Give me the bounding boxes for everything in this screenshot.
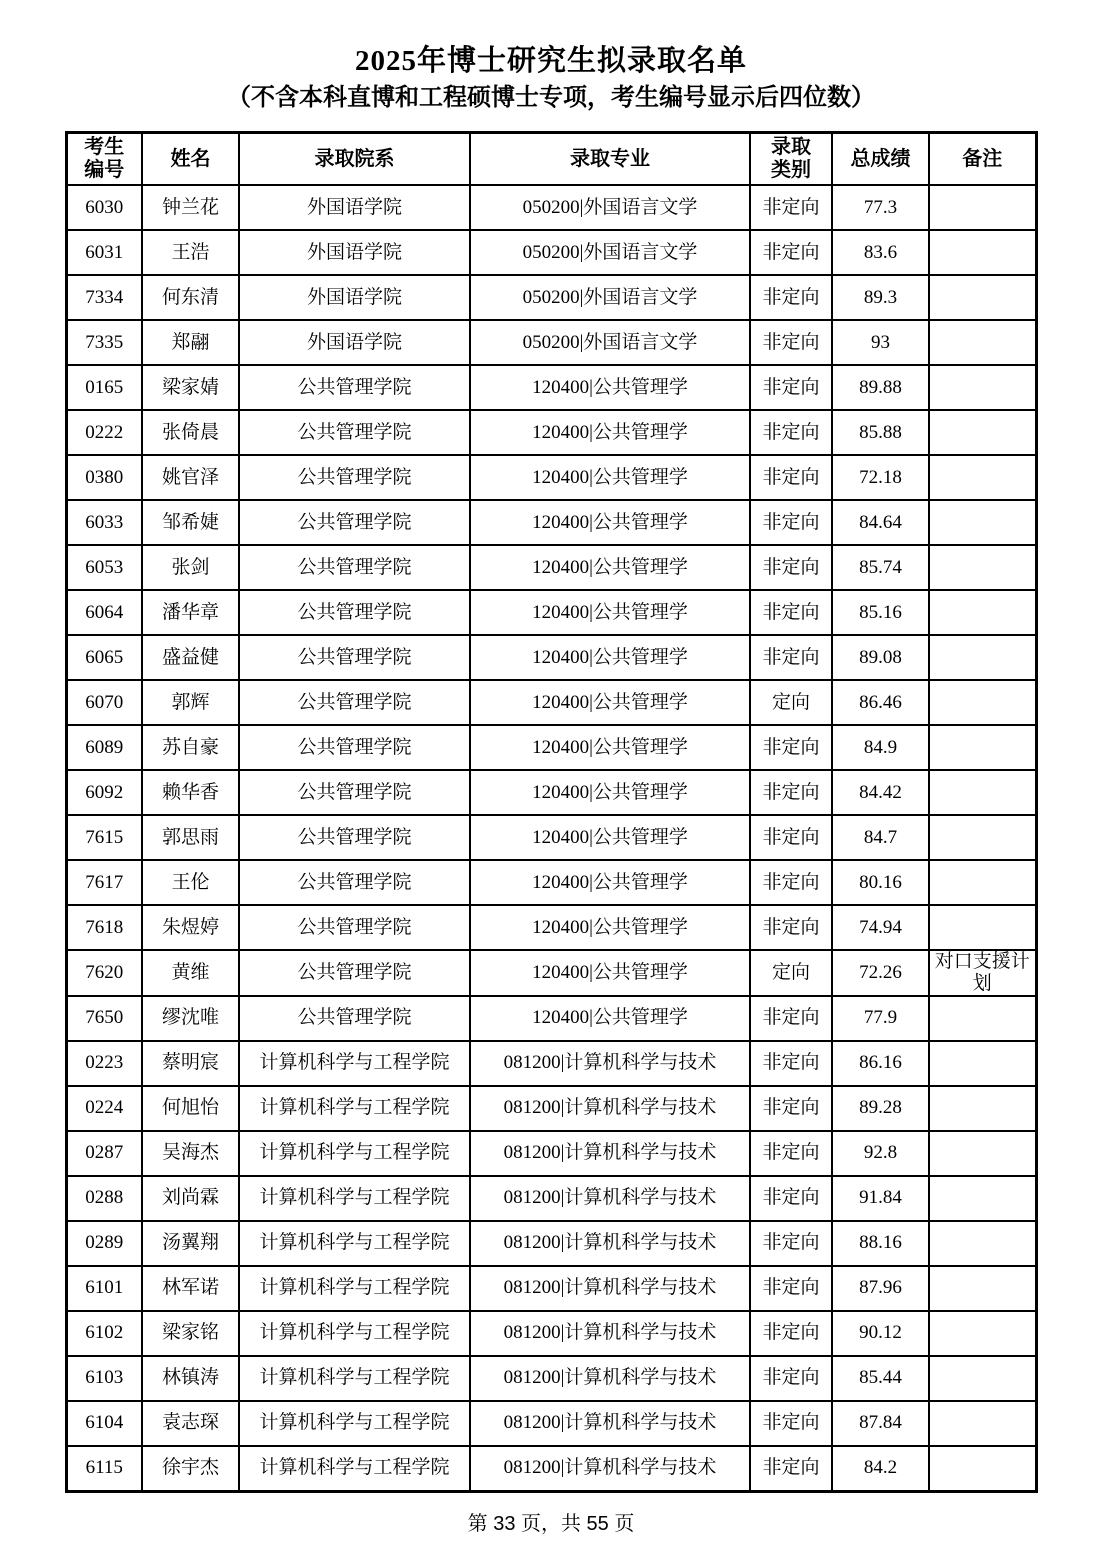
cell-total-score: 85.16 xyxy=(832,590,929,635)
cell-major: 120400|公共管理学 xyxy=(470,455,750,500)
table-row xyxy=(66,680,1036,725)
cell-candidate-id: 0224 xyxy=(66,1086,142,1131)
cell-major: 120400|公共管理学 xyxy=(470,815,750,860)
cell-major: 120400|公共管理学 xyxy=(470,635,750,680)
cell-name: 潘华章 xyxy=(142,590,239,635)
cell-major: 081200|计算机科学与技术 xyxy=(470,1086,750,1131)
cell-total-score: 84.64 xyxy=(832,500,929,545)
cell-department: 公共管理学院 xyxy=(239,905,470,950)
table-row xyxy=(66,545,1036,590)
cell-name: 赖华香 xyxy=(142,770,239,815)
cell-total-score: 86.46 xyxy=(832,680,929,725)
cell-total-score: 86.16 xyxy=(832,1041,929,1086)
cell-name: 王浩 xyxy=(142,230,239,275)
cell-remark xyxy=(929,545,1036,590)
table-row xyxy=(66,770,1036,815)
cell-remark xyxy=(929,320,1036,365)
table-row xyxy=(66,320,1036,365)
cell-remark xyxy=(929,1221,1036,1266)
cell-remark xyxy=(929,1311,1036,1356)
page-number-footer: 第 33 页，共 55 页 xyxy=(467,1512,635,1535)
cell-name: 朱煜婷 xyxy=(142,905,239,950)
cell-name: 郭辉 xyxy=(142,680,239,725)
cell-major: 120400|公共管理学 xyxy=(470,905,750,950)
col-header-label: 总成绩 xyxy=(850,147,911,170)
cell-total-score: 87.84 xyxy=(832,1401,929,1446)
table-row xyxy=(66,455,1036,500)
cell-department: 计算机科学与工程学院 xyxy=(239,1221,470,1266)
cell-total-score: 84.42 xyxy=(832,770,929,815)
cell-department: 外国语学院 xyxy=(239,230,470,275)
cell-remark xyxy=(929,905,1036,950)
cell-name: 姚官泽 xyxy=(142,455,239,500)
cell-candidate-id: 6064 xyxy=(66,590,142,635)
cell-remark xyxy=(929,455,1036,500)
cell-total-score: 89.88 xyxy=(832,365,929,410)
cell-department: 计算机科学与工程学院 xyxy=(239,1356,470,1401)
col-header-label: 录取专业 xyxy=(570,147,650,170)
col-header-label: 类别 xyxy=(771,159,811,181)
cell-category: 非定向 xyxy=(750,635,832,680)
cell-name: 张倚晨 xyxy=(142,410,239,455)
cell-total-score: 84.2 xyxy=(832,1446,929,1492)
cell-department: 公共管理学院 xyxy=(239,545,470,590)
cell-remark xyxy=(929,1266,1036,1311)
cell-major: 081200|计算机科学与技术 xyxy=(470,1401,750,1446)
cell-category: 非定向 xyxy=(750,1221,832,1266)
cell-category: 非定向 xyxy=(750,275,832,320)
table-row xyxy=(66,1221,1036,1266)
cell-total-score: 84.7 xyxy=(832,815,929,860)
table-row xyxy=(66,1176,1036,1221)
cell-total-score: 89.28 xyxy=(832,1086,929,1131)
col-header-category xyxy=(750,133,832,186)
cell-name: 林军诺 xyxy=(142,1266,239,1311)
col-header-label: 姓名 xyxy=(170,147,211,170)
table-row xyxy=(66,500,1036,545)
table-header xyxy=(66,133,1036,186)
table-row xyxy=(66,275,1036,320)
cell-category: 非定向 xyxy=(750,1041,832,1086)
col-header-department xyxy=(239,133,470,186)
cell-department: 外国语学院 xyxy=(239,320,470,365)
cell-name: 缪沈唯 xyxy=(142,996,239,1041)
cell-remark: 对口支援计划 xyxy=(929,950,1036,996)
cell-candidate-id: 6030 xyxy=(66,185,142,230)
cell-name: 郑翮 xyxy=(142,320,239,365)
table-row xyxy=(66,1131,1036,1176)
table-row xyxy=(66,1311,1036,1356)
cell-department: 公共管理学院 xyxy=(239,455,470,500)
cell-remark xyxy=(929,590,1036,635)
cell-department: 公共管理学院 xyxy=(239,410,470,455)
cell-department: 公共管理学院 xyxy=(239,590,470,635)
cell-department: 计算机科学与工程学院 xyxy=(239,1266,470,1311)
cell-candidate-id: 7335 xyxy=(66,320,142,365)
cell-category: 非定向 xyxy=(750,545,832,590)
cell-category: 非定向 xyxy=(750,996,832,1041)
cell-major: 120400|公共管理学 xyxy=(470,410,750,455)
table-row xyxy=(66,950,1036,996)
cell-department: 外国语学院 xyxy=(239,275,470,320)
cell-remark xyxy=(929,1176,1036,1221)
cell-candidate-id: 7615 xyxy=(66,815,142,860)
cell-category: 非定向 xyxy=(750,1401,832,1446)
admission-table xyxy=(65,131,1038,1493)
table-row xyxy=(66,815,1036,860)
cell-name: 王伦 xyxy=(142,860,239,905)
cell-category: 非定向 xyxy=(750,770,832,815)
cell-candidate-id: 6115 xyxy=(66,1446,142,1492)
cell-candidate-id: 7620 xyxy=(66,950,142,996)
table-row xyxy=(66,1446,1036,1492)
cell-remark xyxy=(929,1041,1036,1086)
cell-remark xyxy=(929,635,1036,680)
cell-total-score: 87.96 xyxy=(832,1266,929,1311)
table-row xyxy=(66,1041,1036,1086)
cell-major: 120400|公共管理学 xyxy=(470,860,750,905)
cell-major: 120400|公共管理学 xyxy=(470,770,750,815)
cell-major: 081200|计算机科学与技术 xyxy=(470,1221,750,1266)
cell-major: 050200|外国语言文学 xyxy=(470,320,750,365)
cell-major: 120400|公共管理学 xyxy=(470,500,750,545)
cell-total-score: 85.88 xyxy=(832,410,929,455)
cell-department: 计算机科学与工程学院 xyxy=(239,1311,470,1356)
cell-remark xyxy=(929,996,1036,1041)
cell-category: 非定向 xyxy=(750,860,832,905)
cell-candidate-id: 6103 xyxy=(66,1356,142,1401)
cell-remark xyxy=(929,365,1036,410)
cell-department: 公共管理学院 xyxy=(239,725,470,770)
cell-department: 公共管理学院 xyxy=(239,860,470,905)
cell-candidate-id: 6053 xyxy=(66,545,142,590)
cell-candidate-id: 6033 xyxy=(66,500,142,545)
cell-name: 汤翼翔 xyxy=(142,1221,239,1266)
cell-remark xyxy=(929,1401,1036,1446)
cell-total-score: 89.3 xyxy=(832,275,929,320)
cell-department: 计算机科学与工程学院 xyxy=(239,1086,470,1131)
cell-department: 公共管理学院 xyxy=(239,815,470,860)
cell-candidate-id: 6065 xyxy=(66,635,142,680)
cell-candidate-id: 6092 xyxy=(66,770,142,815)
col-header-name xyxy=(142,133,239,186)
cell-name: 盛益健 xyxy=(142,635,239,680)
cell-candidate-id: 0223 xyxy=(66,1041,142,1086)
cell-department: 外国语学院 xyxy=(239,185,470,230)
cell-major: 120400|公共管理学 xyxy=(470,680,750,725)
cell-name: 蔡明宸 xyxy=(142,1041,239,1086)
cell-name: 苏自豪 xyxy=(142,725,239,770)
page-subtitle: （不含本科直博和工程硕博士专项，考生编号显示后四位数） xyxy=(227,85,875,111)
cell-major: 050200|外国语言文学 xyxy=(470,275,750,320)
cell-remark xyxy=(929,1446,1036,1492)
cell-remark xyxy=(929,275,1036,320)
cell-remark xyxy=(929,410,1036,455)
cell-major: 081200|计算机科学与技术 xyxy=(470,1266,750,1311)
cell-name: 梁家铭 xyxy=(142,1311,239,1356)
col-header-remark xyxy=(929,133,1036,186)
col-header-label: 录取院系 xyxy=(314,147,395,170)
table-row xyxy=(66,1356,1036,1401)
table-row xyxy=(66,185,1036,230)
col-header-total-score xyxy=(832,133,929,186)
cell-candidate-id: 6104 xyxy=(66,1401,142,1446)
cell-category: 非定向 xyxy=(750,1446,832,1492)
cell-major: 120400|公共管理学 xyxy=(470,545,750,590)
cell-remark xyxy=(929,680,1036,725)
table-row xyxy=(66,410,1036,455)
cell-category: 非定向 xyxy=(750,725,832,770)
cell-department: 计算机科学与工程学院 xyxy=(239,1176,470,1221)
cell-remark xyxy=(929,815,1036,860)
cell-department: 公共管理学院 xyxy=(239,950,470,996)
cell-department: 公共管理学院 xyxy=(239,365,470,410)
cell-remark xyxy=(929,770,1036,815)
cell-total-score: 89.08 xyxy=(832,635,929,680)
cell-major: 081200|计算机科学与技术 xyxy=(470,1446,750,1492)
table-row xyxy=(66,590,1036,635)
cell-total-score: 85.44 xyxy=(832,1356,929,1401)
cell-candidate-id: 6070 xyxy=(66,680,142,725)
cell-major: 081200|计算机科学与技术 xyxy=(470,1356,750,1401)
cell-major: 120400|公共管理学 xyxy=(470,996,750,1041)
cell-name: 黄维 xyxy=(142,950,239,996)
cell-candidate-id: 0289 xyxy=(66,1221,142,1266)
cell-name: 徐宇杰 xyxy=(142,1446,239,1492)
cell-remark xyxy=(929,1086,1036,1131)
cell-name: 何东清 xyxy=(142,275,239,320)
cell-total-score: 92.8 xyxy=(832,1131,929,1176)
cell-major: 120400|公共管理学 xyxy=(470,950,750,996)
cell-major: 050200|外国语言文学 xyxy=(470,230,750,275)
table-row xyxy=(66,1266,1036,1311)
cell-name: 张剑 xyxy=(142,545,239,590)
cell-name: 林镇涛 xyxy=(142,1356,239,1401)
cell-candidate-id: 6102 xyxy=(66,1311,142,1356)
cell-name: 刘尚霖 xyxy=(142,1176,239,1221)
table-body xyxy=(66,185,1036,1491)
cell-name: 何旭怡 xyxy=(142,1086,239,1131)
cell-category: 定向 xyxy=(750,950,832,996)
cell-candidate-id: 0288 xyxy=(66,1176,142,1221)
table-row xyxy=(66,905,1036,950)
cell-remark xyxy=(929,725,1036,770)
cell-candidate-id: 0287 xyxy=(66,1131,142,1176)
header-row xyxy=(66,133,1036,186)
cell-candidate-id: 6089 xyxy=(66,725,142,770)
cell-category: 非定向 xyxy=(750,1356,832,1401)
cell-category: 非定向 xyxy=(750,500,832,545)
table-row xyxy=(66,230,1036,275)
table-row xyxy=(66,1086,1036,1131)
cell-remark xyxy=(929,500,1036,545)
col-header-major xyxy=(470,133,750,186)
cell-category: 非定向 xyxy=(750,1266,832,1311)
page-title: 2025年博士研究生拟录取名单 xyxy=(354,45,747,77)
cell-total-score: 83.6 xyxy=(832,230,929,275)
cell-total-score: 93 xyxy=(832,320,929,365)
cell-department: 公共管理学院 xyxy=(239,635,470,680)
cell-major: 081200|计算机科学与技术 xyxy=(470,1176,750,1221)
cell-major: 120400|公共管理学 xyxy=(470,725,750,770)
cell-total-score: 74.94 xyxy=(832,905,929,950)
col-header-label: 备注 xyxy=(962,147,1003,170)
cell-name: 郭思雨 xyxy=(142,815,239,860)
cell-category: 非定向 xyxy=(750,905,832,950)
cell-department: 计算机科学与工程学院 xyxy=(239,1446,470,1492)
cell-major: 120400|公共管理学 xyxy=(470,365,750,410)
cell-category: 非定向 xyxy=(750,365,832,410)
table-row xyxy=(66,996,1036,1041)
cell-department: 公共管理学院 xyxy=(239,680,470,725)
cell-total-score: 80.16 xyxy=(832,860,929,905)
cell-total-score: 84.9 xyxy=(832,725,929,770)
cell-category: 非定向 xyxy=(750,1131,832,1176)
cell-total-score: 77.9 xyxy=(832,996,929,1041)
cell-category: 非定向 xyxy=(750,590,832,635)
col-header-label: 编号 xyxy=(84,159,125,181)
cell-remark xyxy=(929,860,1036,905)
cell-candidate-id: 7650 xyxy=(66,996,142,1041)
cell-name: 邹希婕 xyxy=(142,500,239,545)
cell-category: 定向 xyxy=(750,680,832,725)
cell-department: 计算机科学与工程学院 xyxy=(239,1401,470,1446)
table-row xyxy=(66,725,1036,770)
cell-candidate-id: 6101 xyxy=(66,1266,142,1311)
cell-name: 梁家婧 xyxy=(142,365,239,410)
cell-remark xyxy=(929,185,1036,230)
cell-candidate-id: 7334 xyxy=(66,275,142,320)
cell-total-score: 77.3 xyxy=(832,185,929,230)
cell-department: 公共管理学院 xyxy=(239,770,470,815)
cell-category: 非定向 xyxy=(750,1311,832,1356)
cell-category: 非定向 xyxy=(750,1176,832,1221)
table-row xyxy=(66,1401,1036,1446)
cell-major: 081200|计算机科学与技术 xyxy=(470,1041,750,1086)
cell-candidate-id: 7617 xyxy=(66,860,142,905)
table-row xyxy=(66,860,1036,905)
col-header-label: 录取 xyxy=(771,136,811,158)
cell-candidate-id: 0222 xyxy=(66,410,142,455)
cell-category: 非定向 xyxy=(750,455,832,500)
cell-major: 081200|计算机科学与技术 xyxy=(470,1131,750,1176)
cell-category: 非定向 xyxy=(750,230,832,275)
cell-department: 计算机科学与工程学院 xyxy=(239,1131,470,1176)
cell-category: 非定向 xyxy=(750,185,832,230)
col-header-label: 考生 xyxy=(84,136,125,158)
cell-total-score: 72.18 xyxy=(832,455,929,500)
cell-candidate-id: 7618 xyxy=(66,905,142,950)
col-header-candidate-id xyxy=(66,133,142,186)
cell-major: 081200|计算机科学与技术 xyxy=(470,1311,750,1356)
cell-name: 钟兰花 xyxy=(142,185,239,230)
cell-major: 050200|外国语言文学 xyxy=(470,185,750,230)
cell-department: 计算机科学与工程学院 xyxy=(239,1041,470,1086)
cell-total-score: 85.74 xyxy=(832,545,929,590)
cell-category: 非定向 xyxy=(750,1086,832,1131)
cell-remark xyxy=(929,1131,1036,1176)
table-row xyxy=(66,635,1036,680)
cell-candidate-id: 6031 xyxy=(66,230,142,275)
cell-major: 120400|公共管理学 xyxy=(470,590,750,635)
cell-category: 非定向 xyxy=(750,320,832,365)
cell-category: 非定向 xyxy=(750,815,832,860)
cell-name: 袁志琛 xyxy=(142,1401,239,1446)
cell-department: 公共管理学院 xyxy=(239,996,470,1041)
cell-candidate-id: 0165 xyxy=(66,365,142,410)
cell-remark xyxy=(929,1356,1036,1401)
cell-remark xyxy=(929,230,1036,275)
cell-total-score: 90.12 xyxy=(832,1311,929,1356)
cell-total-score: 88.16 xyxy=(832,1221,929,1266)
cell-total-score: 91.84 xyxy=(832,1176,929,1221)
cell-candidate-id: 0380 xyxy=(66,455,142,500)
cell-category: 非定向 xyxy=(750,410,832,455)
cell-total-score: 72.26 xyxy=(832,950,929,996)
cell-name: 吴海杰 xyxy=(142,1131,239,1176)
cell-department: 公共管理学院 xyxy=(239,500,470,545)
table-row xyxy=(66,365,1036,410)
